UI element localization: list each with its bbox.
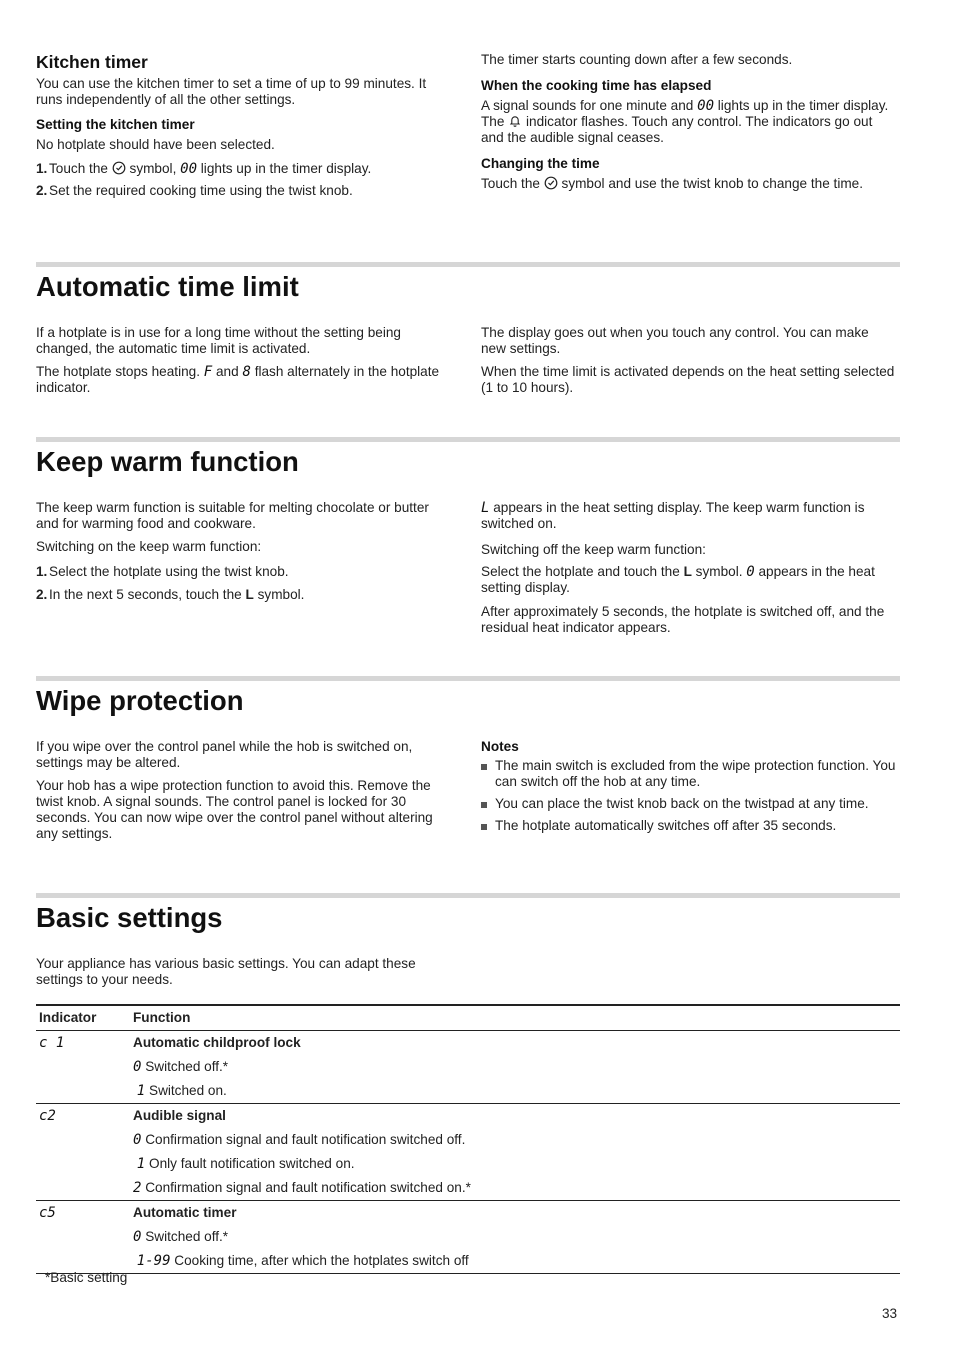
function-heading: Automatic childproof lock xyxy=(133,1035,301,1050)
auto-limit-p3: The display goes out when you touch any control. You can make new settings. xyxy=(481,325,869,356)
table-header xyxy=(36,1005,900,1031)
keep-warm-step-2: 2. In the next 5 seconds, touch the L symbol. xyxy=(36,587,305,602)
indicator-c5: c5 xyxy=(39,1205,56,1221)
wipe-left-column xyxy=(36,739,452,849)
square-bullet-icon xyxy=(481,824,487,830)
table-row: 0 Confirmation signal and fault notification switched off. xyxy=(133,1132,466,1148)
keep-warm-step-1: 1. Select the hotplate using the twist knob. xyxy=(36,564,289,579)
auto-limit-p2: The hotplate stops heating. F and 8 flash alternately in the hotplate indicator. xyxy=(36,364,440,395)
timer-icon xyxy=(112,161,126,175)
function-heading: Automatic timer xyxy=(133,1205,237,1220)
table-row: 0 Switched off.* xyxy=(133,1059,229,1075)
wipe-heading: Wipe protection xyxy=(36,685,244,716)
basic-heading: Basic settings xyxy=(36,902,223,933)
notes-heading: Notes xyxy=(481,739,519,754)
table-row: 1 Only fault notification switched on. xyxy=(136,1156,355,1172)
display-0: 0 xyxy=(746,564,755,580)
table-row xyxy=(36,1104,900,1129)
function-heading: Audible signal xyxy=(133,1108,226,1123)
display-l: L xyxy=(481,500,490,516)
indicator-c2: c2 xyxy=(39,1108,56,1124)
indicator-c1: c 1 xyxy=(39,1035,65,1051)
auto-limit-heading: Automatic time limit xyxy=(36,271,299,302)
square-bullet-icon xyxy=(481,802,487,808)
section-divider xyxy=(36,893,900,898)
square-bullet-icon xyxy=(481,764,487,770)
section-divider xyxy=(36,676,900,681)
footnote: *Basic setting xyxy=(45,1270,128,1285)
setting-step-1: 1. Touch the symbol, 00 lights up in the timer display. xyxy=(36,161,372,177)
wipe-p2: Your hob has a wipe protection function to avoid this. Remove the twist knob. A signal sounds. The control panel is locked for 30 seconds. You can now wipe over the control panel without altering any settings. xyxy=(36,778,433,841)
auto-limit-right-column xyxy=(481,325,897,403)
keep-warm-p1: The keep warm function is suitable for melting chocolate or butter and for warming food and cookware. xyxy=(36,500,429,531)
wipe-right-column xyxy=(481,739,897,840)
change-time-text: Touch the symbol and use the twist knob to change the time. xyxy=(481,176,864,191)
basic-intro-block xyxy=(36,956,452,995)
keep-warm-heading: Keep warm function xyxy=(36,446,299,477)
kitchen-timer-right-column xyxy=(481,52,897,199)
table-row xyxy=(36,1031,900,1056)
auto-limit-p4: When the time limit is activated depends on the heat setting selected (1 to 10 hours). xyxy=(481,364,895,395)
timer-display-00: 00 xyxy=(180,161,197,177)
col-indicator: Indicator xyxy=(36,1005,130,1031)
keep-warm-left-column xyxy=(36,500,452,609)
countdown-text: The timer starts counting down after a few seconds. xyxy=(481,52,793,67)
keep-warm-off-text: Select the hotplate and touch the L symbol. 0 appears in the heat setting display. xyxy=(481,564,875,595)
elapsed-text: A signal sounds for one minute and 00 lights up in the timer display. The indicator flashes. Touch any control. The indicators go out and the audible signal ceases. xyxy=(481,98,889,145)
table-row: 0 Switched off.* xyxy=(133,1229,229,1245)
keep-warm-on-label: Switching on the keep warm function: xyxy=(36,539,262,554)
auto-limit-left-column xyxy=(36,325,452,403)
display-8: 8 xyxy=(242,364,251,380)
timer-display-00-elapsed: 00 xyxy=(697,98,714,114)
list-item: You can place the twist knob back on the twistpad at any time. xyxy=(481,796,897,812)
keep-warm-steps xyxy=(36,564,452,603)
wipe-p1: If you wipe over the control panel while the hob is switched on, settings may be altered. xyxy=(36,739,413,770)
kitchen-timer-intro: You can use the kitchen timer to set a time of up to 99 minutes. It runs independently of all the other settings. xyxy=(36,76,427,107)
l-symbol: L xyxy=(683,564,692,579)
kitchen-timer-left-column xyxy=(36,52,452,205)
elapsed-heading: When the cooking time has elapsed xyxy=(481,78,712,93)
table-row: 1-99 Cooking time, after which the hotplates switch off xyxy=(36,1249,900,1274)
notes-list xyxy=(481,758,897,834)
basic-settings-table xyxy=(36,1004,900,1274)
setting-timer-steps xyxy=(36,161,452,199)
l-symbol: L xyxy=(245,587,254,602)
basic-intro: Your appliance has various basic settings. You can adapt these settings to your needs. xyxy=(36,956,416,987)
list-item: The hotplate automatically switches off after 35 seconds. xyxy=(481,818,897,834)
keep-warm-r1: L appears in the heat setting display. The keep warm function is switched on. xyxy=(481,500,865,531)
section-divider xyxy=(36,262,900,267)
list-item: The main switch is excluded from the wipe protection function. You can switch off the hob at any time. xyxy=(481,758,897,790)
kitchen-timer-heading: Kitchen timer xyxy=(36,52,148,72)
col-function: Function xyxy=(130,1005,900,1031)
table-row: 1 Switched on. xyxy=(36,1079,900,1104)
bell-icon xyxy=(508,114,522,128)
table-row: 2 Confirmation signal and fault notification switched on.* xyxy=(36,1176,900,1201)
keep-warm-off-label: Switching off the keep warm function: xyxy=(481,542,706,557)
display-f: F xyxy=(203,364,213,380)
setting-timer-text: No hotplate should have been selected. xyxy=(36,137,275,152)
auto-limit-p1: If a hotplate is in use for a long time without the setting being changed, the automatic time limit is activated. xyxy=(36,325,401,356)
setting-step-2: 2. Set the required cooking time using the twist knob. xyxy=(36,183,353,198)
keep-warm-right-column xyxy=(481,500,897,643)
section-divider xyxy=(36,437,900,442)
keep-warm-after: After approximately 5 seconds, the hotplate is switched off, and the residual heat indicator appears. xyxy=(481,604,885,635)
table-row xyxy=(36,1201,900,1226)
change-time-heading: Changing the time xyxy=(481,156,600,171)
setting-timer-heading: Setting the kitchen timer xyxy=(36,117,195,132)
timer-icon xyxy=(544,176,558,190)
page-number: 33 xyxy=(882,1306,898,1321)
